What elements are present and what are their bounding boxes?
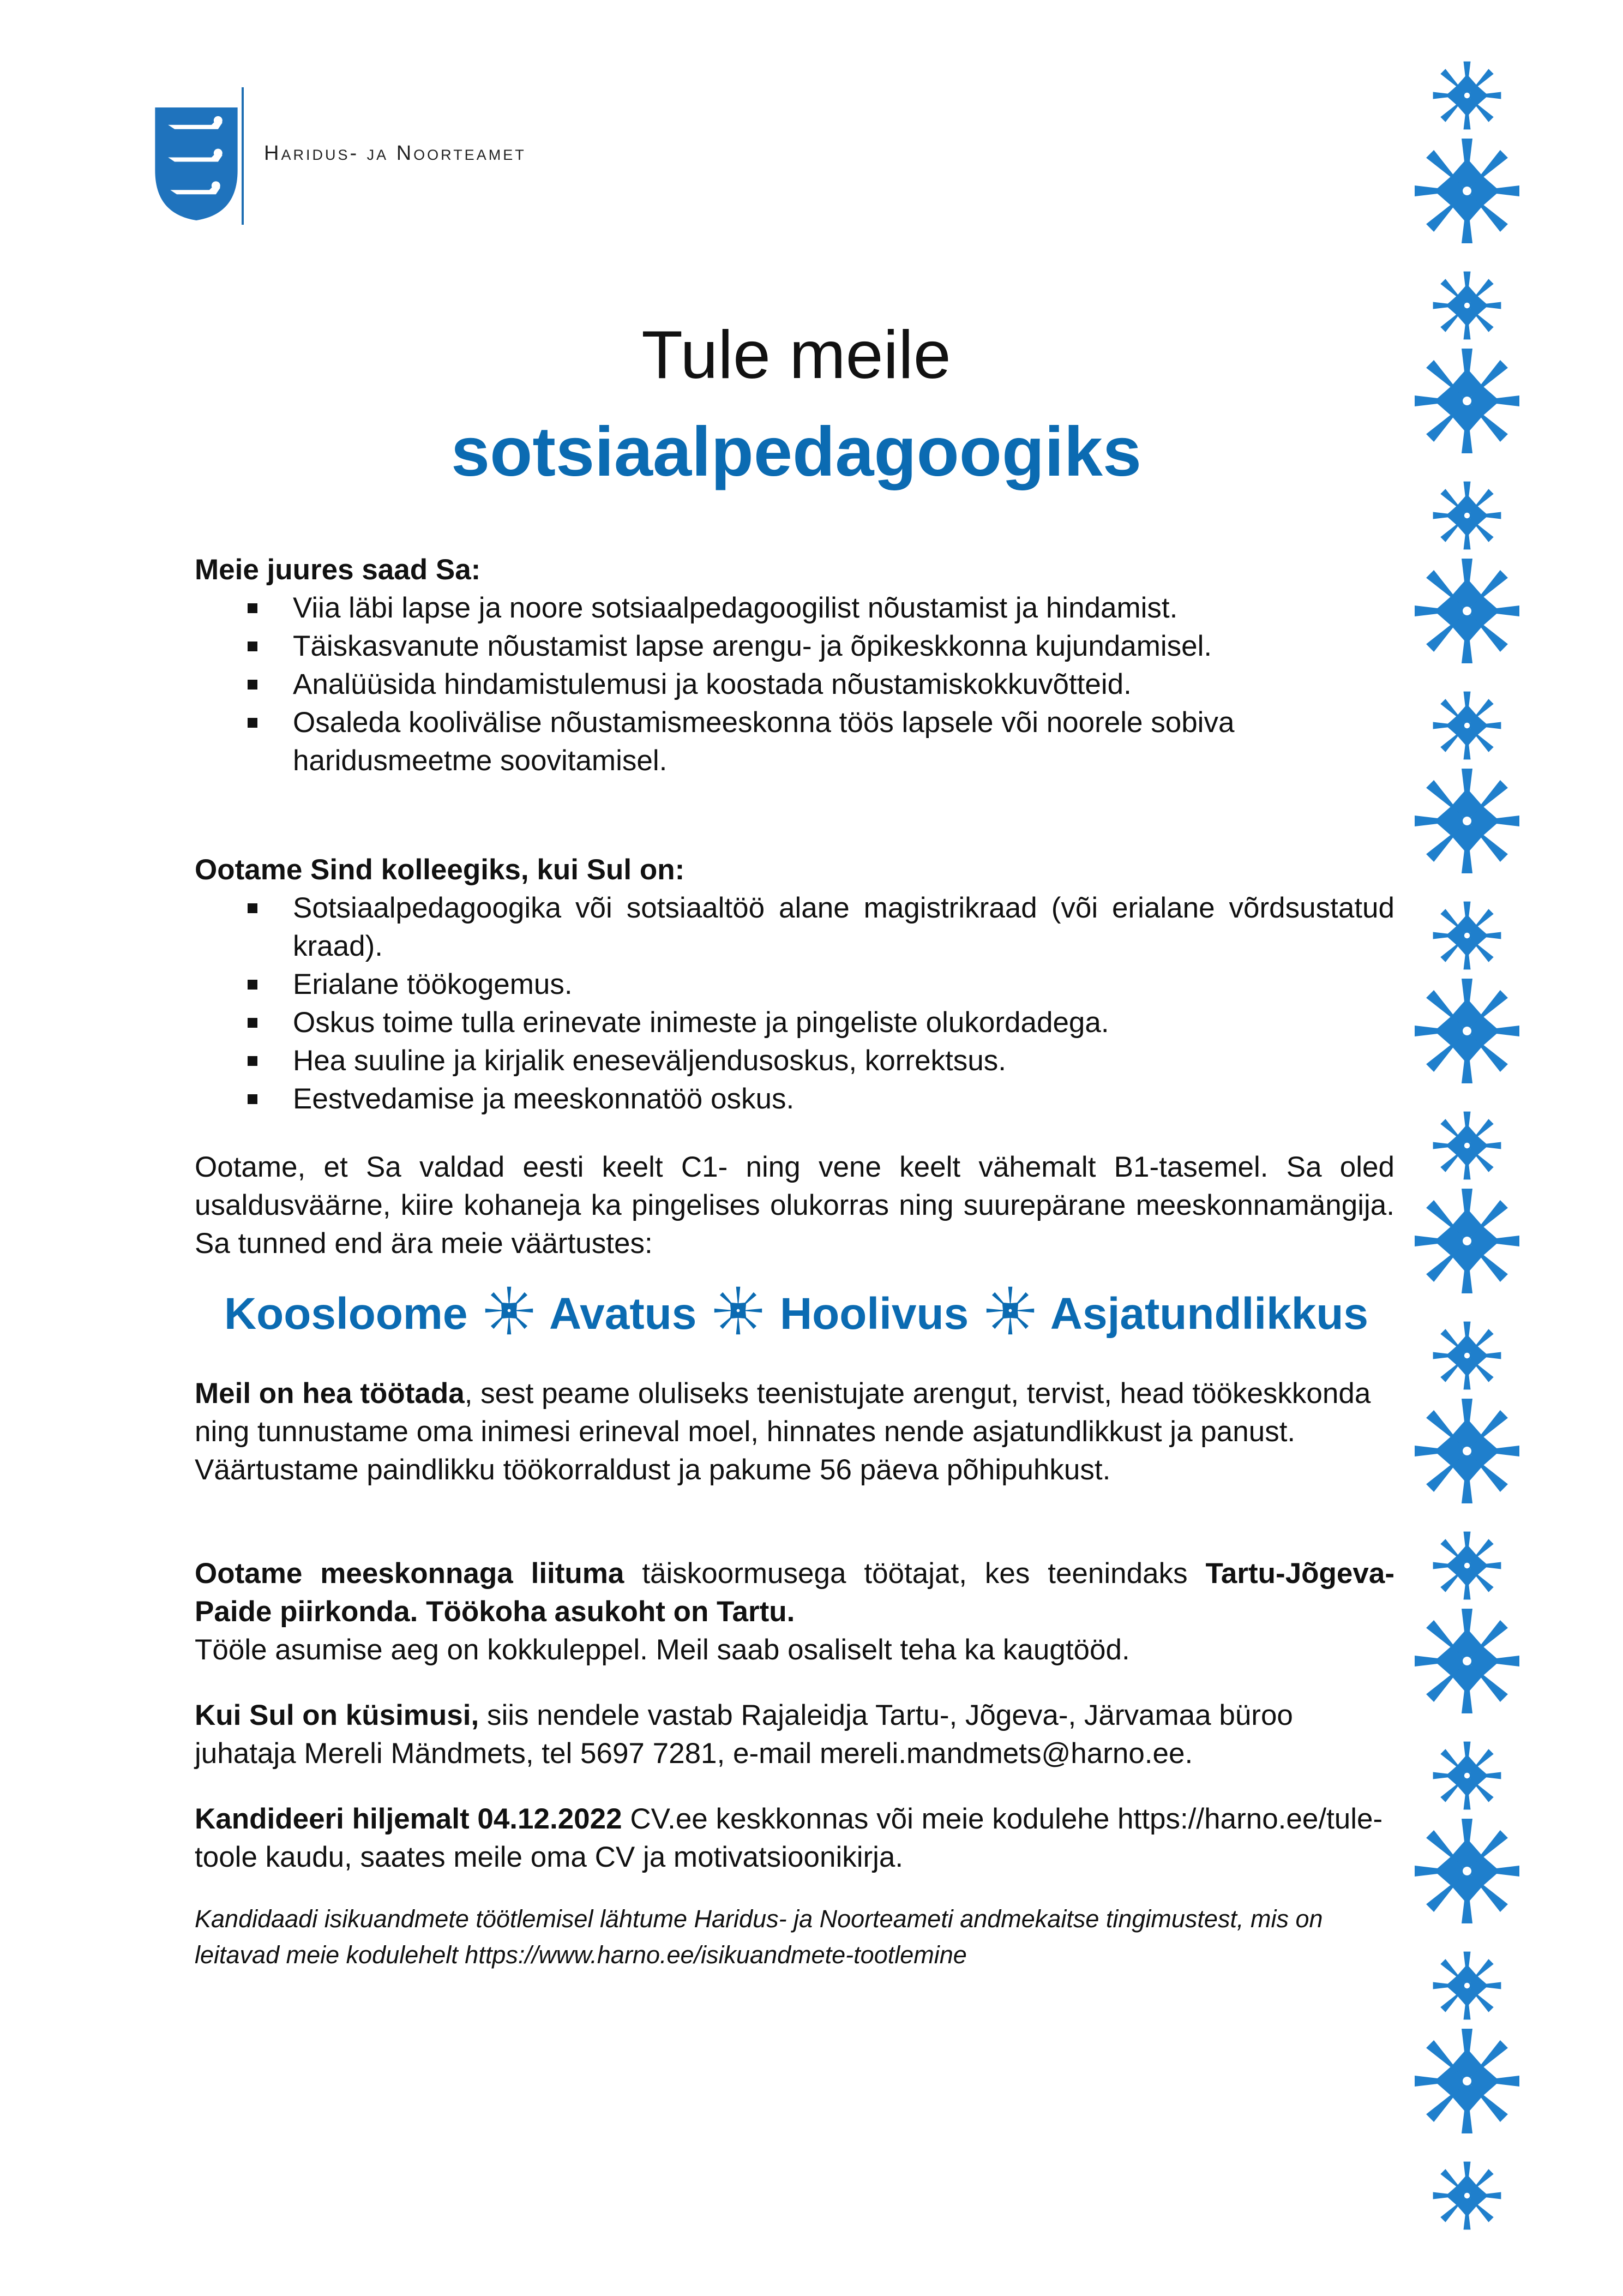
benefits-paragraph [195, 1375, 1394, 1489]
join-paragraph [195, 1555, 1394, 1669]
join-main [195, 1555, 1394, 1631]
requirements-heading: Ootame Sind kolleegiks, kui Sul on: [195, 854, 685, 886]
contact-lead: Kui Sul on küsimusi, [195, 1699, 479, 1731]
requirement-item: Hea suuline ja kirjalik eneseväljendusoskus, korrektsus. [195, 1042, 1394, 1080]
estonian-star-icon [1432, 2160, 1502, 2231]
requirement-item: Sotsiaalpedagoogika või sotsiaaltöö alane magistrikraad (või erialane võrdsustatud kraad). [195, 889, 1394, 966]
estonian-star-icon [1412, 136, 1522, 245]
requirement-item: Eestvedamise ja meeskonnatöö oskus. [195, 1080, 1394, 1118]
estonian-star-icon [1432, 1740, 1502, 1811]
estonian-star-icon [1412, 1817, 1522, 1926]
join-lead: Ootame meeskonnaga liituma [195, 1557, 624, 1590]
estonian-star-icon [1412, 2027, 1522, 2136]
eight-point-star-icon [483, 1285, 535, 1336]
offer-heading: Meie juures saad Sa: [195, 554, 481, 586]
coat-of-arms-icon [153, 105, 240, 223]
organization-name: Haridus- ja Noorteamet [264, 142, 526, 165]
requirements-list [195, 889, 1394, 1118]
estonian-star-icon [1412, 346, 1522, 455]
join-text: täiskoormusega töötajat, kes teenindaks [624, 1557, 1206, 1590]
page-title-line-1: Tule meile [641, 317, 951, 393]
apply-paragraph [195, 1800, 1394, 1877]
value-label: Avatus [549, 1289, 697, 1339]
contact-paragraph [195, 1696, 1394, 1773]
privacy-note: Kandidaadi isikuandmete töötlemisel lähtume Haridus- ja Noorteameti andmekaitse tingimustest, mis on leitavad meie kodulehelt https://www.harno.ee/isikuandmete-tootlemine [195, 1905, 1323, 1969]
offer-list [195, 589, 1394, 780]
requirements-section [195, 851, 1394, 1118]
estonian-star-icon [1412, 976, 1522, 1086]
page-title-job: sotsiaalpedagoogiks [450, 413, 1142, 491]
join-start-info: Tööle asumise aeg on kokkuleppel. Meil saab osaliselt teha ka kaugtööd. [195, 1634, 1130, 1666]
value-label: Hoolivus [779, 1289, 969, 1339]
estonian-star-icon [1432, 900, 1502, 971]
star-pattern-column [1412, 60, 1522, 2231]
logo-divider [242, 87, 244, 225]
offer-section [195, 551, 1394, 780]
estonian-star-icon [1432, 270, 1502, 341]
estonian-star-icon [1412, 1606, 1522, 1716]
estonian-star-icon [1412, 766, 1522, 876]
estonian-star-icon [1432, 480, 1502, 551]
join-location: Tartu-Jõgeva-Paide piirkonda. Töökoha asukoht on Tartu. [195, 1557, 1395, 1628]
offer-item: Osaleda koolivälise nõustamismeeskonna töös lapsele või noorele sobiva haridusmeetme soovitamisel. [195, 704, 1394, 780]
estonian-star-icon [1432, 1530, 1502, 1601]
organization-logo [147, 90, 284, 232]
estonian-star-icon [1432, 60, 1502, 131]
apply-deadline: Kandideeri hiljemalt 04.12.2022 [195, 1803, 622, 1835]
eight-point-star-icon [984, 1285, 1036, 1336]
offer-item: Analüüsida hindamistulemusi ja koostada nõustamiskokkuvõtteid. [195, 666, 1394, 704]
offer-item: Täiskasvanute nõustamist lapse arengu- ja õpikeskkonna kujundamisel. [195, 627, 1394, 666]
values-row [0, 1285, 1592, 1340]
benefits-lead: Meil on hea töötada [195, 1377, 465, 1410]
estonian-star-icon [1432, 690, 1502, 761]
offer-item: Viia läbi lapse ja noore sotsiaalpedagoogilist nõustamist ja hindamist. [195, 589, 1394, 627]
value-label: Koosloome [224, 1289, 468, 1339]
requirement-item: Oskus toime tulla erinevate inimeste ja pingeliste olukordadega. [195, 1004, 1394, 1042]
estonian-star-icon [1412, 1186, 1522, 1296]
eight-point-star-icon [712, 1285, 764, 1336]
benefits-text: , sest peame oluliseks teenistujate arengut, tervist, head töökeskkonda ning tunnustame oma inimesi erineval moel, hinnates nende asjatundlikkust ja panust. Väärtustame paindlikku töökorraldust ja pakume 56 päeva põhipuhkust. [195, 1377, 1371, 1486]
estonian-star-icon [1412, 1396, 1522, 1506]
estonian-star-icon [1412, 556, 1522, 666]
value-label: Asjatundlikkus [1050, 1289, 1369, 1339]
contact-text: siis nendele vastab Rajaleidja Tartu-, Jõgeva-, Järvamaa büroo juhataja Mereli Mändmets, tel 5697 7281, e-mail mereli.mandmets@harno.ee. [195, 1699, 1293, 1770]
estonian-star-icon [1432, 1110, 1502, 1181]
requirement-item: Erialane töökogemus. [195, 966, 1394, 1004]
language-paragraph: Ootame, et Sa valdad eesti keelt C1- ning vene keelt vähemalt B1-tasemel. Sa oled usaldusväärne, kiire kohaneja ka pingelises olukorras ning suurepärane meeskonnamängija. Sa tunned end ära meie väärtustes: [195, 1151, 1394, 1260]
estonian-star-icon [1432, 1950, 1502, 2021]
estonian-star-icon [1432, 1320, 1502, 1391]
apply-text: CV.ee keskkonnas või meie kodulehe https://harno.ee/tule-toole kaudu, saates meile oma CV ja motivatsioonikirja. [195, 1803, 1383, 1873]
